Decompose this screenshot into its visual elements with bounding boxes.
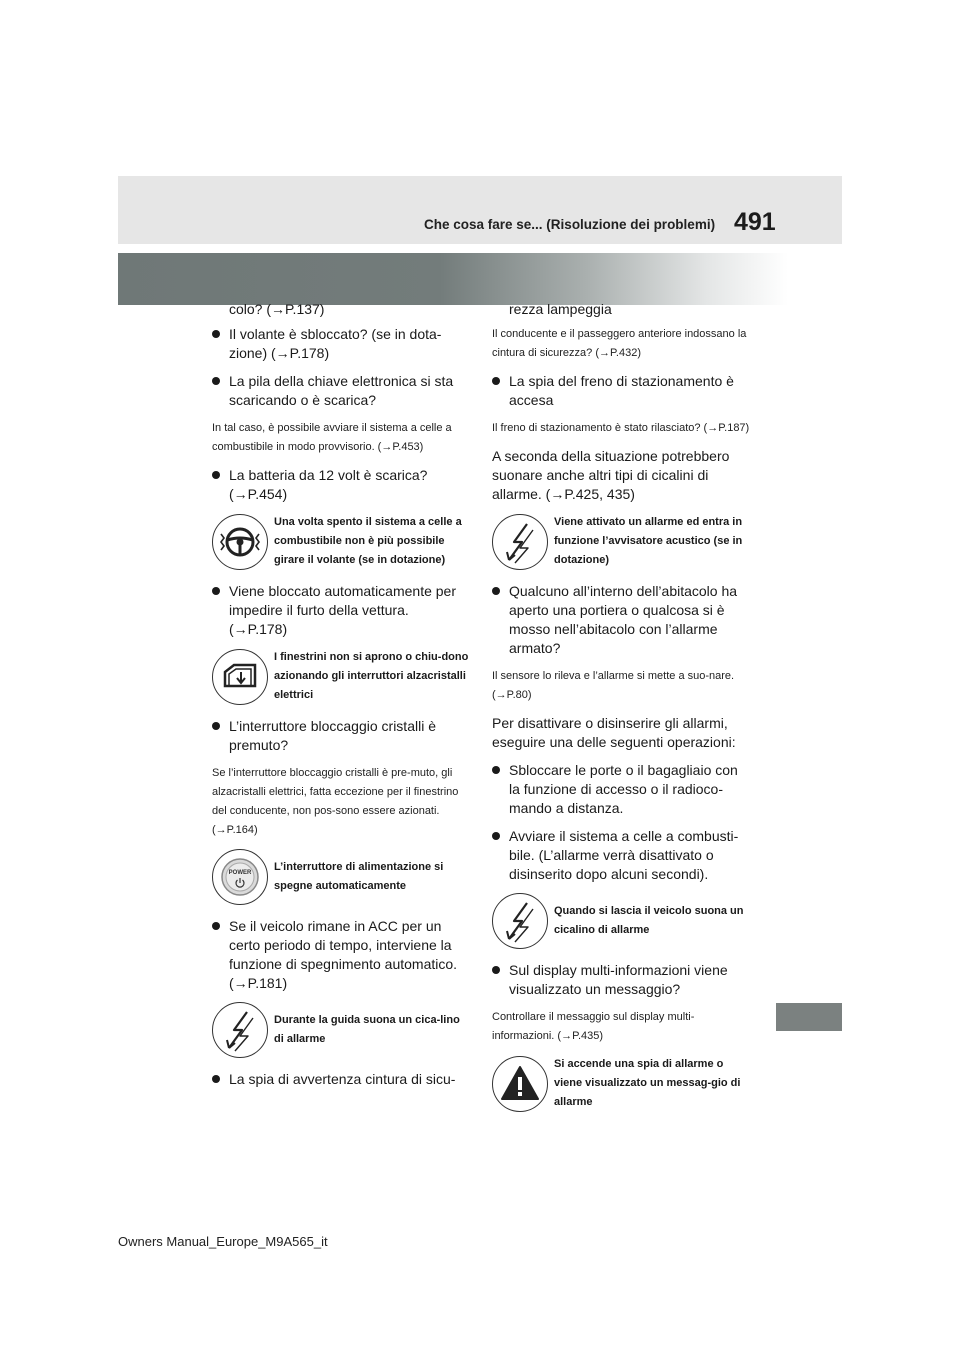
warning-block [492,513,750,570]
warning-block [492,1055,750,1112]
body-paragraph: A seconda della situazione potrebbero suonare anche altri tipi di cicalini di allarme. (→P.425, 435) [492,448,730,502]
bullet-item: Sul display multi-informazioni viene visualizzato un messaggio? [492,961,750,999]
buzzer-alarm-icon [212,1002,268,1058]
page-number: 491 [734,208,776,236]
note-text: Controllare il messaggio sul display multi-informazioni. (→P.435) [492,1011,695,1042]
bullet-item: L’interruttore bloccaggio cristalli è premuto? [212,717,470,755]
warning-caption: L’interruttore di alimentazione si spegne automaticamente [274,861,444,892]
bullet-item: Se il veicolo rimane in ACC per un certo periodo di tempo, interviene la funzione di spegnimento automatico. (→P.181) [212,917,470,993]
note-text: Il freno di stazionamento è stato rilasciato? (→P.187) [492,422,750,434]
body-paragraph: Per disattivare o disinserire gli allarmi, eseguire una delle seguenti operazioni: [492,715,736,750]
power-window-icon [212,649,268,705]
warning-caption: Viene attivato un allarme ed entra in funzione l’avvisatore acustico (se in dotazione) [554,516,743,566]
chapter-side-tab [776,1003,842,1031]
warning-block [212,648,470,705]
note-text: Il sensore lo rileva e l’allarme si mette a suo-nare. (→P.80) [492,670,735,701]
bullet-dot-icon [212,377,220,385]
note-text: Il conducente e il passeggero anteriore indossano la cintura di sicurezza? (→P.432) [492,328,747,359]
warning-block [492,893,750,949]
bullet-item: Avviare il sistema a celle a combusti-bile. (L’allarme verrà disattivato o disinserito dopo alcuni secondi). [492,827,750,884]
bullet-item: La batteria da 12 volt è scarica? (→P.454) [212,466,470,504]
bullet-dot-icon [492,966,500,974]
right-column [492,300,750,1124]
bullet-item: Il volante è sbloccato? (se in dota-zione) (→P.178) [212,325,470,363]
bullet-item: La spia del freno di stazionamento è accesa [492,372,750,410]
steering-lock-icon [212,514,268,570]
warning-block [212,1002,470,1058]
bullet-item: Qualcuno all’interno dell’abitacolo ha aperto una portiera o qualcosa si è mosso nell’abitacolo con l’allarme armato? [492,582,750,658]
bullet-dot-icon [212,330,220,338]
header-gradient-bar [118,253,788,305]
section-title: Che cosa fare se... (Risoluzione dei problemi) [424,217,716,232]
note-text: In tal caso, è possibile avviare il sistema a celle a combustibile in modo provvisorio. (→P.453) [212,422,452,453]
buzzer-alarm-icon [492,514,548,570]
left-column [212,300,470,1098]
bullet-item: La spia di avvertenza cintura di sicu- [212,1070,470,1089]
buzzer-alarm-icon [492,893,548,949]
warning-caption: Si accende una spia di allarme o viene visualizzato un messag-gio di allarme [554,1058,741,1108]
bullet-dot-icon [492,587,500,595]
bullet-dot-icon [212,922,220,930]
warning-block [212,849,470,905]
footer-doc-id: Owners Manual_Europe_M9A565_it [118,1234,328,1249]
bullet-dot-icon [492,766,500,774]
bullet-item: La pila della chiave elettronica si sta scaricando o è scarica? [212,372,470,410]
continued-text: rezza lampeggia [509,301,612,317]
bullet-dot-icon [212,722,220,730]
warning-caption: I finestrini non si aprono o chiu-dono azionando gli interruttori alzacristalli elettrici [274,651,469,701]
warning-triangle-icon [492,1056,548,1112]
bullet-dot-icon [212,587,220,595]
bullet-dot-icon [212,471,220,479]
warning-caption: Quando si lascia il veicolo suona un cicalino di allarme [554,905,744,936]
continued-text: colo? (→P.137) [229,301,325,317]
bullet-dot-icon [212,1075,220,1083]
warning-caption: Durante la guida suona un cica-lino di allarme [274,1014,460,1045]
warning-caption: Una volta spento il sistema a celle a combustibile non è più possibile girare il volante (se in dotazione) [274,516,462,566]
power-switch-icon [212,849,268,905]
bullet-item: Viene bloccato automaticamente per impedire il furto della vettura. (→P.178) [212,582,470,639]
power-label: POWER [228,870,252,876]
note-text: Se l’interruttore bloccaggio cristalli è pre-muto, gli alzacristalli elettrici, fatta eccezione per il finestrino del conducente, non pos-sono essere azionati. (→P.164) [212,767,459,836]
warning-block [212,513,470,570]
bullet-dot-icon [492,832,500,840]
bullet-item: Sbloccare le porte o il bagagliaio con la funzione di accesso o il radioco-mando a distanza. [492,761,750,818]
bullet-dot-icon [492,377,500,385]
